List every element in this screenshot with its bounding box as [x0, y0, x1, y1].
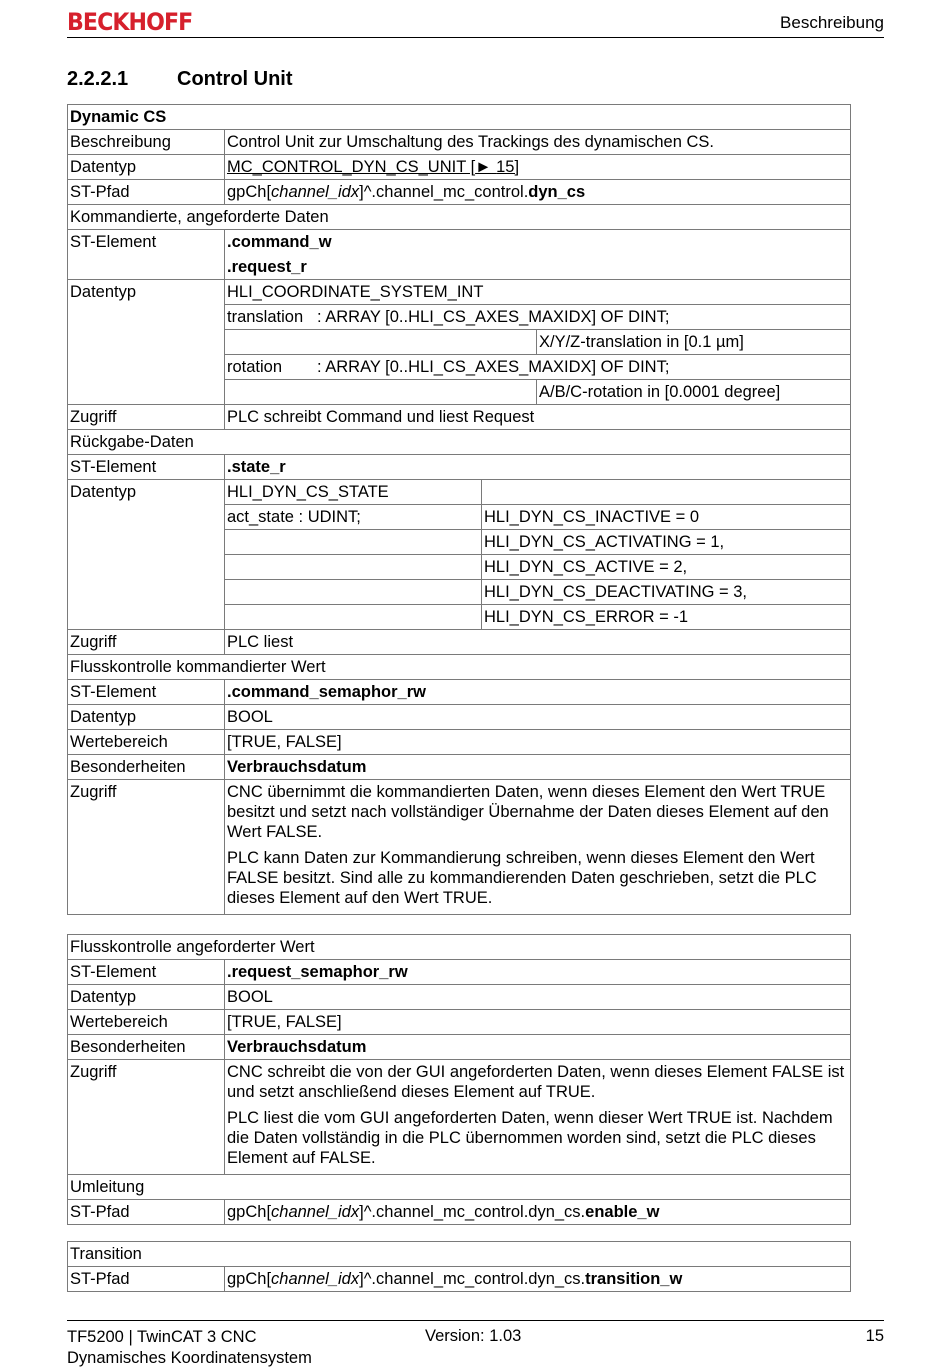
row-label: Zugriff [68, 405, 225, 430]
st-element-value: .request_r [225, 255, 851, 280]
section-number: 2.2.2.1 [67, 68, 129, 90]
row-label: ST-Pfad [68, 1200, 225, 1225]
subsection-title: Flusskontrolle kommandierter Wert [68, 655, 851, 680]
enum-value: HLI_DYN_CS_INACTIVE = 0 [482, 505, 851, 530]
wertebereich-value: [TRUE, FALSE] [225, 730, 851, 755]
row-label: Beschreibung [68, 130, 225, 155]
row-label: Datentyp [68, 280, 225, 305]
st-element-value: .command_semaphor_rw [225, 680, 851, 705]
rotation-decl: rotation : ARRAY [0..HLI_CS_AXES_MAXIDX] OF DINT; [225, 355, 851, 380]
zugriff-value: CNC schreibt die von der GUI angeforderten Daten, wenn dieses Element FALSE ist und setzt anschließend dieses Element auf TRUE. PLC liest die vom GUI angeforderten Daten, wenn dieser Wert TRUE ist. Nachdem die Daten vollständig in die PLC übernommen worden sind, setzt die PLC dieses Element auf FALSE. [225, 1060, 851, 1175]
besonderheiten-value: Verbrauchsdatum [225, 1035, 851, 1060]
row-label: ST-Element [68, 230, 225, 255]
translation-desc: X/Y/Z-translation in [0.1 µm] [537, 330, 851, 355]
st-element-value: .request_semaphor_rw [225, 960, 851, 985]
zugriff-value: CNC übernimmt die kommandierten Daten, wenn dieses Element den Wert TRUE besitzt und setzt nach vollständiger Übernahme der Daten dieses Element auf den Wert FALSE. PLC kann Daten zur Kommandierung schreiben, wenn dieses Element den Wert FALSE besitzt. Sind alle zu kommandierenden Daten geschrieben, setzt die PLC dieses Element auf den Wert TRUE. [225, 780, 851, 915]
datentyp-value: BOOL [225, 985, 851, 1010]
row-label: Datentyp [68, 480, 225, 505]
table-title: Dynamic CS [68, 105, 851, 130]
zugriff-value: PLC liest [225, 630, 851, 655]
subsection-title: Flusskontrolle angeforderter Wert [68, 935, 851, 960]
enum-value: HLI_DYN_CS_ACTIVE = 2, [482, 555, 851, 580]
subsection-title: Umleitung [68, 1175, 851, 1200]
row-label: ST-Element [68, 455, 225, 480]
row-label: Wertebereich [68, 1010, 225, 1035]
page-footer [67, 1320, 884, 1367]
cmd-type: HLI_COORDINATE_SYSTEM_INT [225, 280, 851, 305]
row-label: Datentyp [68, 985, 225, 1010]
beschreibung-value: Control Unit zur Umschaltung des Trackings des dynamischen CS. [225, 130, 851, 155]
st-pfad-value: gpCh[channel_idx]^.channel_mc_control.dyn_cs [225, 180, 851, 205]
st-element-value: .state_r [225, 455, 851, 480]
subsection-title: Kommandierte, angeforderte Daten [68, 205, 851, 230]
ret-type: HLI_DYN_CS_STATE [225, 480, 482, 505]
enum-value: HLI_DYN_CS_ERROR = -1 [482, 605, 851, 630]
row-label: Besonderheiten [68, 1035, 225, 1060]
page-header [67, 8, 884, 38]
section-heading [67, 68, 293, 91]
row-label: Zugriff [68, 630, 225, 655]
row-label: ST-Pfad [68, 1267, 225, 1292]
page-number: 15 [865, 1327, 884, 1345]
row-label: Zugriff [68, 780, 225, 915]
enum-value: HLI_DYN_CS_ACTIVATING = 1, [482, 530, 851, 555]
footer-doc-info: TF5200 | TwinCAT 3 CNC Dynamisches Koordinatensystem [67, 1328, 312, 1367]
datentyp-value: BOOL [225, 705, 851, 730]
beckhoff-logo: BECKHOFF [67, 8, 193, 36]
subsection-title: Transition [68, 1242, 851, 1267]
st-element-value: .command_w [225, 230, 851, 255]
row-label: ST-Pfad [68, 180, 225, 205]
page-ref-arrow-icon: ► [475, 158, 492, 176]
wertebereich-value: [TRUE, FALSE] [225, 1010, 851, 1035]
translation-decl: translation : ARRAY [0..HLI_CS_AXES_MAXIDX] OF DINT; [225, 305, 851, 330]
row-label: Datentyp [68, 705, 225, 730]
datentyp-link[interactable]: MC_CONTROL_DYN_CS_UNIT [► 15] [225, 155, 851, 180]
row-label: ST-Element [68, 680, 225, 705]
rotation-desc: A/B/C-rotation in [0.0001 degree] [537, 380, 851, 405]
row-label: Besonderheiten [68, 755, 225, 780]
transition-table [67, 1241, 851, 1292]
row-label: ST-Element [68, 960, 225, 985]
footer-version: Version: 1.03 [425, 1327, 522, 1345]
ret-field: act_state : UDINT; [225, 505, 482, 530]
zugriff-value: PLC schreibt Command und liest Request [225, 405, 851, 430]
request-semaphor-table [67, 934, 851, 1225]
row-label: Wertebereich [68, 730, 225, 755]
st-pfad-value: gpCh[channel_idx]^.channel_mc_control.dyn_cs.transition_w [225, 1267, 851, 1292]
subsection-title: Rückgabe-Daten [68, 430, 851, 455]
besonderheiten-value: Verbrauchsdatum [225, 755, 851, 780]
enum-value: HLI_DYN_CS_DEACTIVATING = 3, [482, 580, 851, 605]
dynamic-cs-table [67, 104, 851, 915]
row-label: Datentyp [68, 155, 225, 180]
st-pfad-value: gpCh[channel_idx]^.channel_mc_control.dyn_cs.enable_w [225, 1200, 851, 1225]
header-section-name: Beschreibung [780, 13, 884, 32]
row-label: Zugriff [68, 1060, 225, 1175]
section-title: Control Unit [177, 68, 293, 90]
